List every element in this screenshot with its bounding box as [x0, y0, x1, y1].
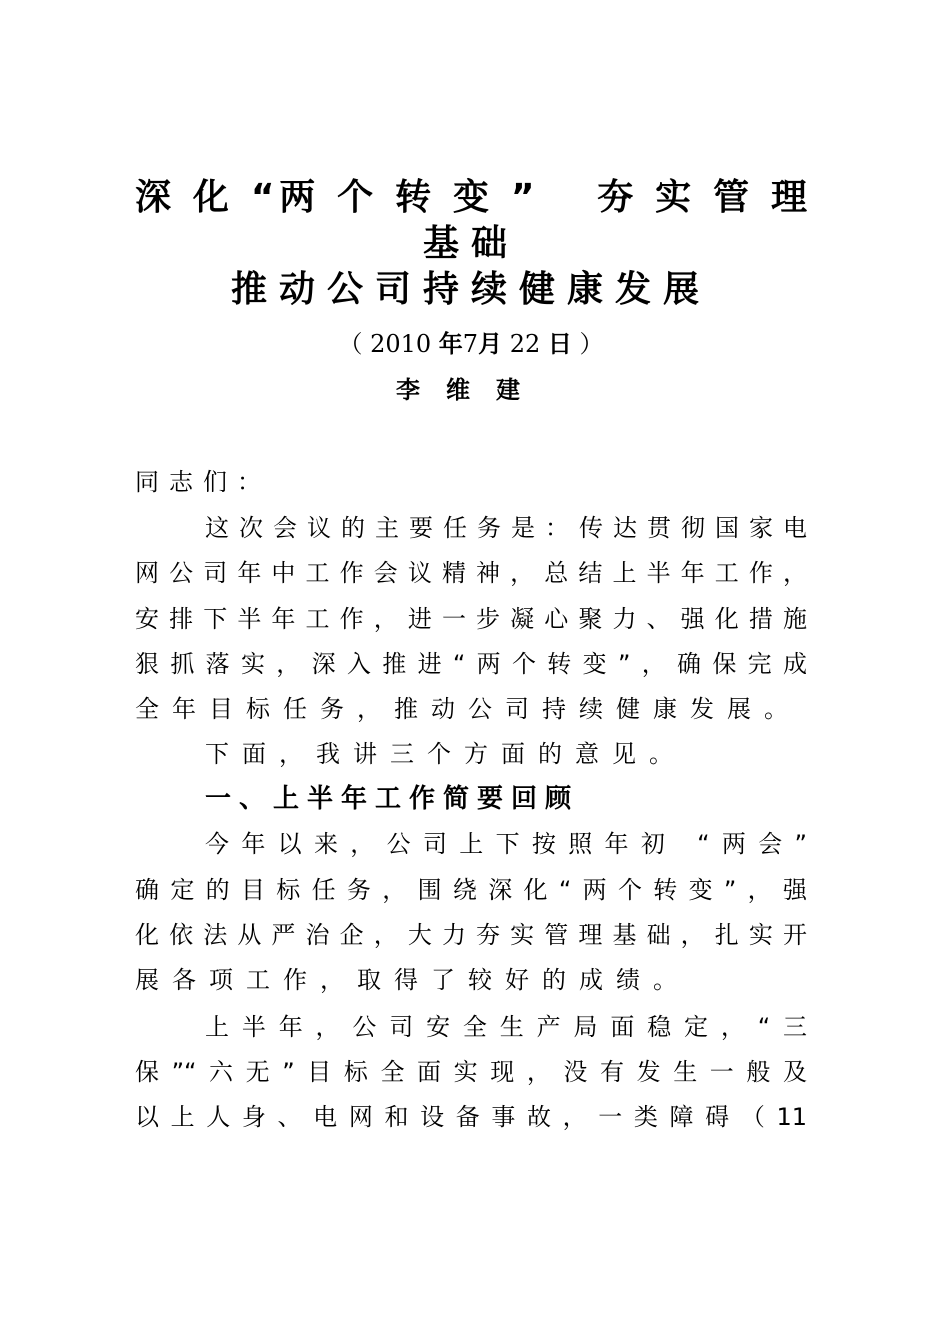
paragraph-1-line-5: 全年目标任务，推动公司持续健康发展。: [135, 695, 801, 723]
date-year-unit: 年: [438, 330, 463, 358]
paragraph-1-line-1: 这次会议的主要任务是：传达贯彻国家电: [205, 514, 807, 542]
paragraph-3-line-4: 展各项工作，取得了较好的成绩。: [135, 966, 690, 994]
paragraph-3-line-2: 确定的目标任务，围绕深化“两个转变”，强: [135, 876, 807, 904]
paragraph-1-line-3: 安排下半年工作，进一步凝心聚力、强化措施: [135, 605, 807, 633]
paragraph-3-line-1: 今年以来，公司上下按照年初 “两会”: [205, 830, 807, 858]
date-month-unit: 月: [478, 330, 503, 358]
date-day-unit: 日: [547, 330, 572, 358]
title-line-3: 推动公司持续健康发展: [230, 269, 711, 310]
paragraph-4-line-2: 保”“六无”目标全面实现，没有发生一般及: [135, 1058, 807, 1086]
title-line-1: 深 化 “两 个 转 变 ” 夯 实 管 理: [135, 177, 807, 218]
date-year: 2010: [370, 330, 432, 358]
paragraph-3-line-3: 化依法从严治企，大力夯实管理基础，扎实开: [135, 921, 807, 949]
date-line: [135, 328, 807, 360]
paragraph-1-line-2: 网公司年中工作会议精神，总结上半年工作，: [135, 559, 807, 587]
date-day: 22: [509, 330, 541, 358]
date-month: 7: [462, 330, 479, 358]
date-close-paren: ）: [579, 330, 604, 358]
paragraph-2: 下面，我讲三个方面的意见。: [205, 740, 686, 768]
paragraph-4-line-3: 以上人身、电网和设备事故，一类障碍（11: [135, 1103, 807, 1131]
paragraph-1-line-4: 狠抓落实，深入推进“两个转变”，确保完成: [135, 650, 807, 678]
date-open-paren: （: [338, 330, 363, 358]
salutation: 同志们：: [135, 468, 271, 496]
paragraph-4-line-1: 上半年，公司安全生产局面稳定，“三: [205, 1013, 807, 1041]
title-line-2: 基础: [422, 223, 519, 264]
author-name: 李维建: [396, 376, 546, 404]
section-heading-1: 一、上半年工作简要回顾: [205, 784, 580, 814]
